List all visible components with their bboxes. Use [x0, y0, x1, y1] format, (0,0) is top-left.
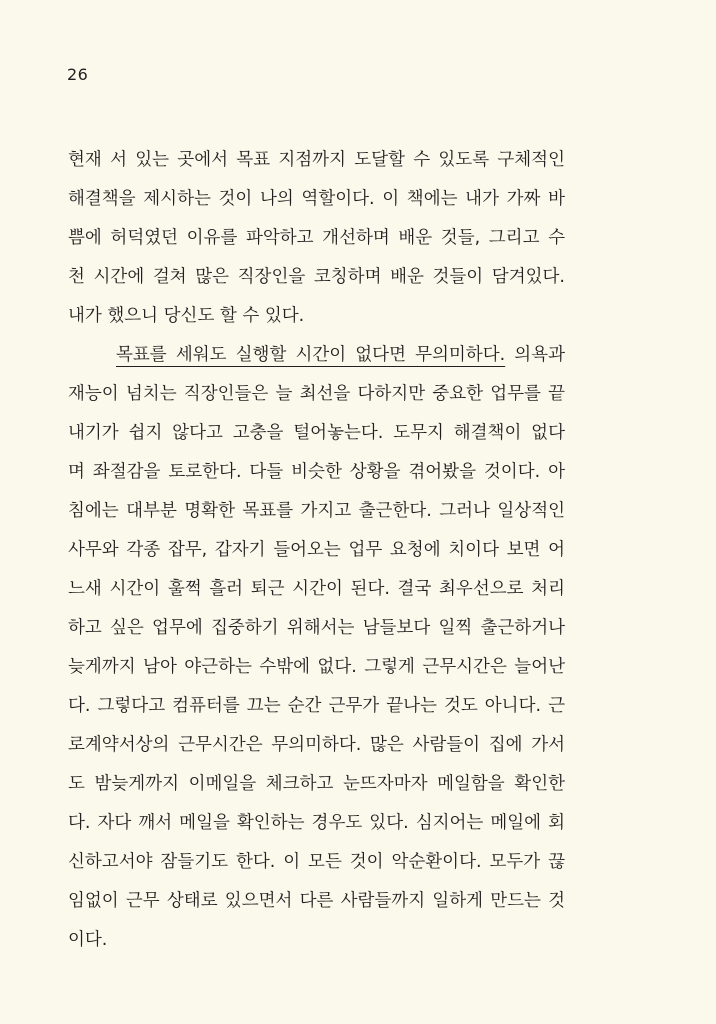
text-line: 쁨에 허덕였던 이유를 파악하고 개선하며 배운 것들, 그리고 수: [68, 228, 565, 248]
text-line: 재능이 넘치는 직장인들은 늘 최선을 다하지만 중요한 업무를 끝: [68, 384, 565, 404]
text-line: 임없이 근무 상태로 있으면서 다른 사람들까지 일하게 만드는 것: [68, 891, 565, 911]
text-line: 도 밤늦게까지 이메일을 체크하고 눈뜨자마자 메일함을 확인한: [68, 774, 565, 794]
text-line: 현재 서 있는 곳에서 목표 지점까지 도달할 수 있도록 구체적인: [68, 150, 565, 170]
text-line: 내기가 쉽지 않다고 고충을 털어놓는다. 도무지 해결책이 없다: [68, 423, 565, 443]
body-text: [68, 141, 565, 960]
text-line: 침에는 대부분 명확한 목표를 가지고 출근한다. 그러나 일상적인: [68, 501, 565, 521]
text-line: 해결책을 제시하는 것이 나의 역할이다. 이 책에는 내가 가짜 바: [68, 189, 565, 209]
text-line: 하고 싶은 업무에 집중하기 위해서는 남들보다 일찍 출근하거나: [68, 618, 565, 638]
text-line: 느새 시간이 훌쩍 흘러 퇴근 시간이 된다. 결국 최우선으로 처리: [68, 579, 565, 599]
underlined-sentence: 목표를 세워도 실행할 시간이 없다면 무의미하다.: [116, 345, 506, 365]
page-number: 26: [67, 65, 89, 84]
text-line: 이다.: [68, 930, 108, 950]
text-line-rest: 의욕과: [514, 345, 565, 365]
text-line: 천 시간에 걸쳐 많은 직장인을 코칭하며 배운 것들이 담겨있다.: [68, 267, 565, 287]
text-line: 다. 자다 깨서 메일을 확인하는 경우도 있다. 심지어는 메일에 회: [68, 813, 565, 833]
text-line: 로계약서상의 근무시간은 무의미하다. 많은 사람들이 집에 가서: [68, 735, 565, 755]
text-line: 사무와 각종 잡무, 갑자기 들어오는 업무 요청에 치이다 보면 어: [68, 540, 565, 560]
paragraph-1: [68, 141, 565, 336]
text-line: 늦게까지 남아 야근하는 수밖에 없다. 그렇게 근무시간은 늘어난: [68, 657, 565, 677]
text-line: 다. 그렇다고 컴퓨터를 끄는 순간 근무가 끝나는 것도 아니다. 근: [68, 696, 565, 716]
text-line: 신하고서야 잠들기도 한다. 이 모든 것이 악순환이다. 모두가 끊: [68, 852, 565, 872]
text-line: 내가 했으니 당신도 할 수 있다.: [68, 306, 305, 326]
text-line-first: [68, 336, 565, 375]
paragraph-2: [68, 336, 565, 960]
text-line: 며 좌절감을 토로한다. 다들 비슷한 상황을 겪어봤을 것이다. 아: [68, 462, 565, 482]
